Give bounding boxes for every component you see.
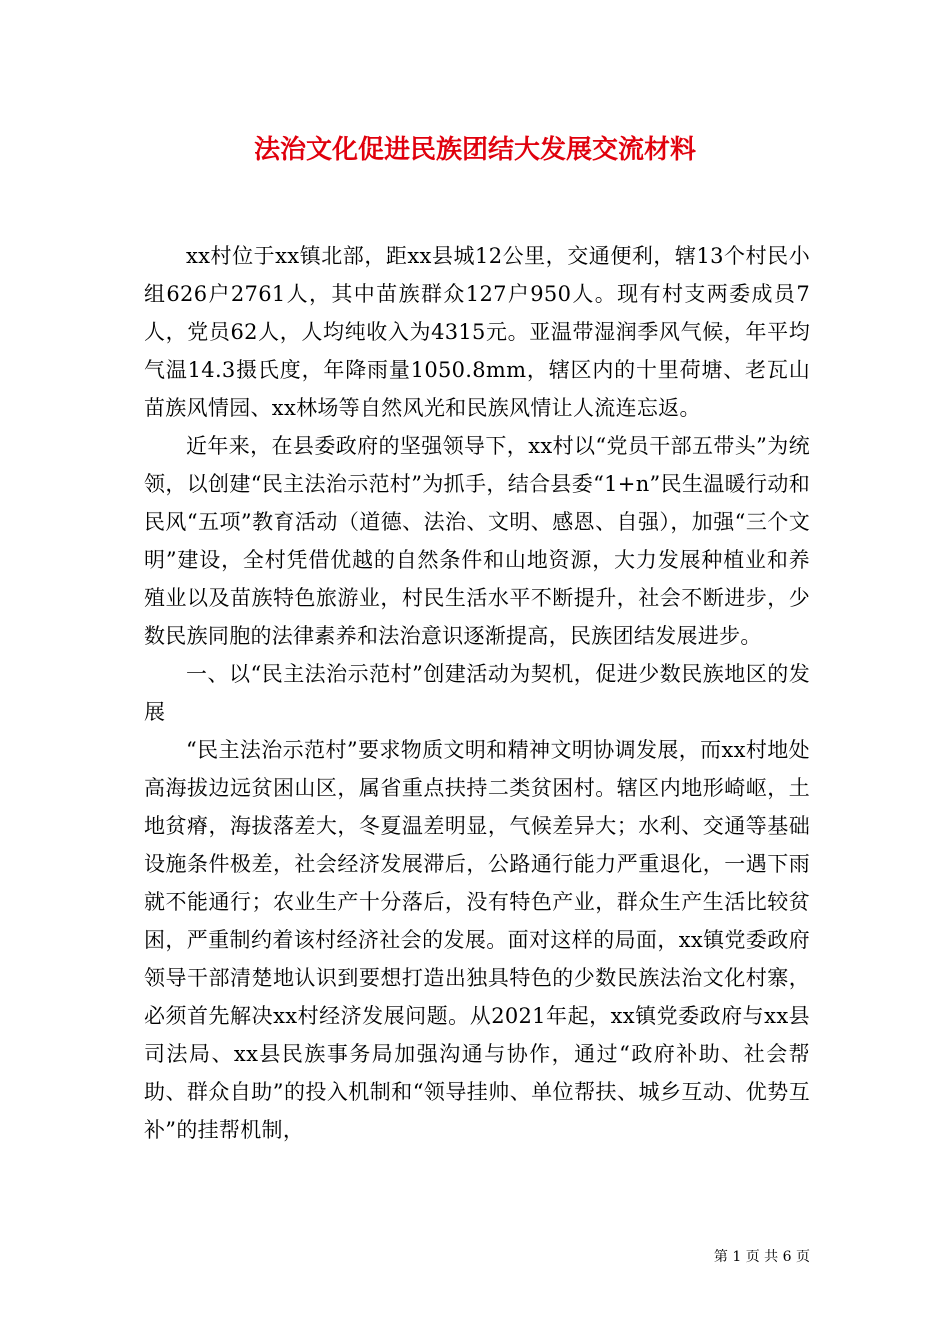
page-number: 第 1 页 共 6 页: [713, 1249, 810, 1265]
paragraph-demonstration-village: “民主法治示范村”要求物质文明和精神文明协调发展，而xx村地处高海拔边远贫困山区，属省重点扶持二类贫困村。辖区内地形崎岖，土地贫瘠，海拔落差大，冬夏温差明显，气候差异大；水利、交通等基础设施条件极差，社会经济发展滞后，公路通行能力严重退化，一遇下雨就不能通行；农业生产十分落后，没有特色产业，群众生产生活比较贫困，严重制约着该村经济社会的发展。面对这样的局面，xx镇党委政府领导干部清楚地认识到要想打造出独具特色的少数民族法治文化村寨，必须首先解决xx村经济发展问题。从2021年起，xx镇党委政府与xx县司法局、xx县民族事务局加强沟通与协作，通过“政府补助、社会帮助、群众自助”的投入机制和“领导挂帅、单位帮扶、城乡互动、优势互补”的挂帮机制，: [144, 738, 810, 1142]
document-body: [144, 237, 810, 1149]
paragraph-recent-years: 近年来，在县委政府的坚强领导下，xx村以“党员干部五带头”为统领，以创建“民主法治示范村”为抓手，结合县委“1+n”民生温暖行动和民风“五项”教育活动（道德、法治、文明、感恩、自强），加强“三个文明”建设，全村凭借优越的自然条件和山地资源，大力发展种植业和养殖业以及苗族特色旅游业，村民生活水平不断提升，社会不断进步，少数民族同胞的法律素养和法治意识逐渐提高，民族团结发展进步。: [144, 434, 810, 648]
paragraph-intro: xx村位于xx镇北部，距xx县城12公里，交通便利，辖13个村民小组626户2761人，其中苗族群众127户950人。现有村支两委成员7人，党员62人，人均纯收入为4315元。亚温带湿润季风气候，年平均气温14.3摄氏度，年降雨量1050.8mm，辖区内的十里荷塘、老瓦山苗族风情园、xx林场等自然风光和民族风情让人流连忘返。: [144, 244, 810, 420]
document-title: 法治文化促进民族团结大发展交流材料: [253, 135, 696, 165]
section-heading-1: 一、以“民主法治示范村”创建活动为契机，促进少数民族地区的发展: [144, 662, 810, 724]
